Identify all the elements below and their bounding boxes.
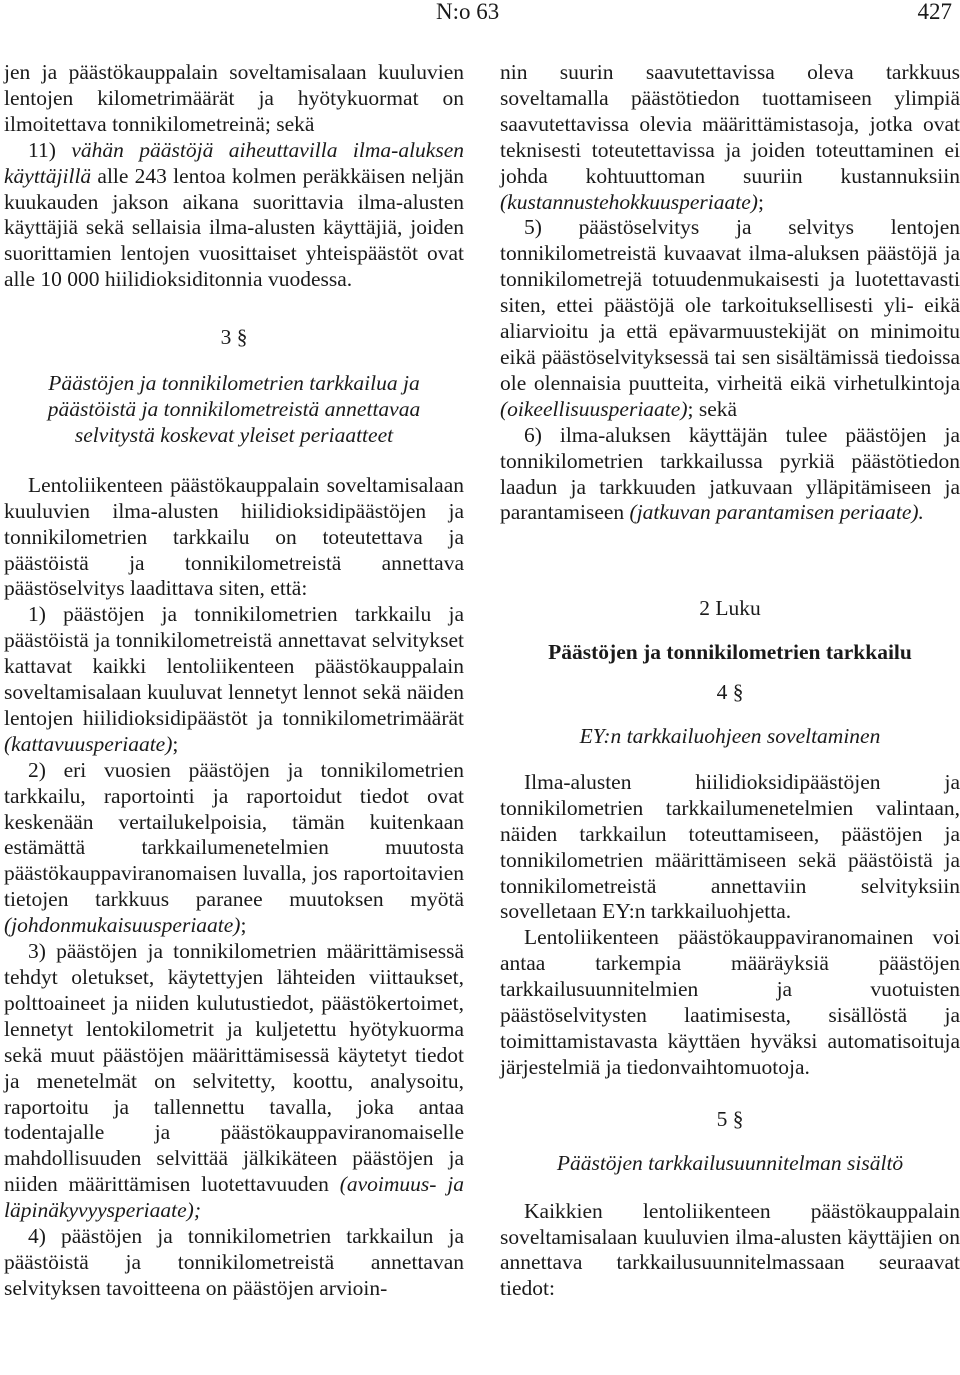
item-text: nin suurin saavutettavissa oleva tarkkuus soveltamalla päästötiedon tuottamiseen ylimpiä saavutettavissa olevia määrittämistasoja, jotka ovat teknisesti toteutettavissa ja joiden toteuttaminen ei johda kohtuuttoman suuriin kustannuksiin	[500, 60, 960, 188]
document-number: N:o 63	[436, 0, 500, 24]
principle-name: (kattavuusperiaate)	[4, 731, 173, 756]
punctuation: ;	[172, 731, 179, 756]
paragraph	[500, 60, 960, 215]
defined-term: vähän päästöjä aiheuttavilla ilma-aluksen käyttäjillä	[4, 137, 464, 188]
list-item: 4) päästöjen ja tonnikilometrien tarkkailun ja päästöistä ja tonnikilometreistä annettavan selvityksen tavoitteena on päästöjen arvioin-	[4, 1224, 464, 1300]
principle-name: (kustannustehokkuusperiaate)	[500, 189, 758, 214]
principle-name: (oikeellisuusperiaate)	[500, 396, 688, 421]
list-item	[500, 215, 960, 422]
section-title: EY:n tarkkailuohjeen soveltaminen	[579, 724, 881, 749]
section-number: 4 §	[716, 680, 744, 705]
list-item	[4, 602, 464, 757]
section-title: Päästöjen tarkkailusuunnitelman sisältö	[556, 1150, 904, 1175]
punctuation: ;	[757, 189, 764, 214]
item-text: 3) päästöjen ja tonnikilometrien määrittämisessä tehdyt oletukset, käytettyjen lähteiden viittaukset, polttoaineet ja niiden kulutustiedot, päästökertoimet, lennetyt lentokilometrit ja kuljetettu hyötykuorma sekä muut päästöjen määrittämisessä käytetyt tiedot ja menetelmät on selvitetty, koottu, analysoitu, raportoitu ja tallennettu tavalla, joka antaa todentajalle ja päästökauppaviranomaiselle mahdollisuuden selvittää jälkikäteen päästöjen ja niiden määrittämisen luotettavuuden	[4, 939, 464, 1197]
section-number: 5 §	[716, 1106, 744, 1131]
right-column	[500, 60, 960, 1302]
left-column	[4, 60, 464, 1302]
page-header	[0, 0, 960, 34]
item-text: 6) ilma-aluksen käyttäjän tulee päästöjen ja tonnikilometrien tarkkailussa pyrkiä päästötiedon laadun ja tarkkuuden jatkuvaan ylläpitämiseen ja parantamiseen	[500, 422, 960, 525]
paragraph: jen ja päästökauppalain soveltamisalaan kuuluvien lentojen kilometrimäärät ja hyötykuormat on ilmoitettava tonnikilometreinä; sekä	[4, 60, 464, 136]
chapter-number: 2 Luku	[699, 596, 761, 621]
list-item	[500, 423, 960, 527]
punctuation: ;	[240, 913, 247, 938]
item-text: alle 243 lentoa kolmen peräkkäisen neljän kuukauden jakson aikana suorittavia ilma-alusten käyttäjiä sekä sellaisia ilma-alusten käyttäjiä, joiden suorittamien lentojen vuosittaiset yhteispäästöt ovat alle 10 000 hiilidioksiditonnia vuodessa.	[4, 163, 464, 292]
paragraph: Kaikkien lentoliikenteen päästökauppalain soveltamisalaan kuuluvien ilma-alusten käyttäjien on annettava tarkkailusuunnitelmassaan seuraavat tiedot:	[500, 1198, 960, 1301]
item-text: 1) päästöjen ja tonnikilometrien tarkkailu ja päästöistä ja tonnikilometreistä annettavat selvitykset kattavat kaikki lentoliikenteen päästökauppalain soveltamisalaan kuuluvat lennetyt lennot sekä näiden lentojen hiilidioksidipäästöt ja tonnikilometrimäärät	[4, 602, 464, 730]
paragraph: Lentoliikenteen päästökauppalain soveltamisalaan kuuluvien ilma-alusten hiilidioksidipäästöjen ja tonnikilometrien tarkkailu on toteutettava ja päästöistä ja tonnikilometreistä annettava päästöselvitys laadittava siten, että:	[4, 472, 464, 601]
section-number: 3 §	[220, 325, 248, 350]
list-item	[4, 939, 464, 1224]
paragraph: Lentoliikenteen päästökauppaviranomainen voi antaa tarkempia määräyksiä päästöjen tarkkailusuunnitelmien ja vuotuisten päästöselvitysten laatimisesta, sisällöstä ja toimittamistavasta käyttäen hyväksi automatisoituja järjestelmiä ja tiedonvaihtomuotoja.	[500, 925, 960, 1079]
punctuation: ; sekä	[687, 396, 738, 421]
chapter-title: Päästöjen ja tonnikilometrien tarkkailu	[548, 640, 912, 665]
principle-name: (johdonmukaisuusperiaate)	[4, 913, 241, 938]
list-item	[4, 138, 464, 293]
list-item	[4, 758, 464, 939]
item-number: 11)	[28, 137, 72, 162]
principle-name: (jatkuvan parantamisen periaate).	[629, 500, 924, 525]
principle-name: (avoimuus- ja läpinäkyvyysperiaate);	[4, 1172, 464, 1223]
section-title: Päästöjen ja tonnikilometrien tarkkailua ja päästöistä ja tonnikilometreistä annettavaa selvitystä koskevat yleiset periaatteet	[47, 371, 421, 447]
page-number: 427	[917, 0, 952, 24]
paragraph: Ilma-alusten hiilidioksidipäästöjen ja tonnikilometrien tarkkailumenetelmien valintaan, näiden tarkkailun toteuttamiseen, päästöjen ja tonnikilometrien määrittämiseen sekä päästöistä ja tonnikilometreistä annettaviin selvityksiin sovelletaan EY:n tarkkailuohjetta.	[500, 769, 960, 924]
item-text: 5) päästöselvitys ja selvitys lentojen tonnikilometreistä kuvaavat ilma-aluksen päästöjä ja tonnikilometrejä totuudenmukaisesti ja luotettavasti siten, ettei päästöjä ole tarkoituksellisesti yli- eikä aliarvioitu ja että epävarmuustekijät on minimoitu eikä päästöselvityksessä tai sen sisältämissä tiedoissa ole olennaisia puutteita, virheitä eikä virhetulkintoja	[500, 215, 960, 395]
item-text: 2) eri vuosien päästöjen ja tonnikilometrien tarkkailu, raportointi ja raportoidut tiedot ovat keskenään vertailukelpoisia, tämän kuitenkaan estämättä tarkkailumenetelmien muutosta päästökauppaviranomaisen luvalla, jos raportoitavien tietojen tarkkuus paranee muutoksen myötä	[4, 757, 464, 912]
